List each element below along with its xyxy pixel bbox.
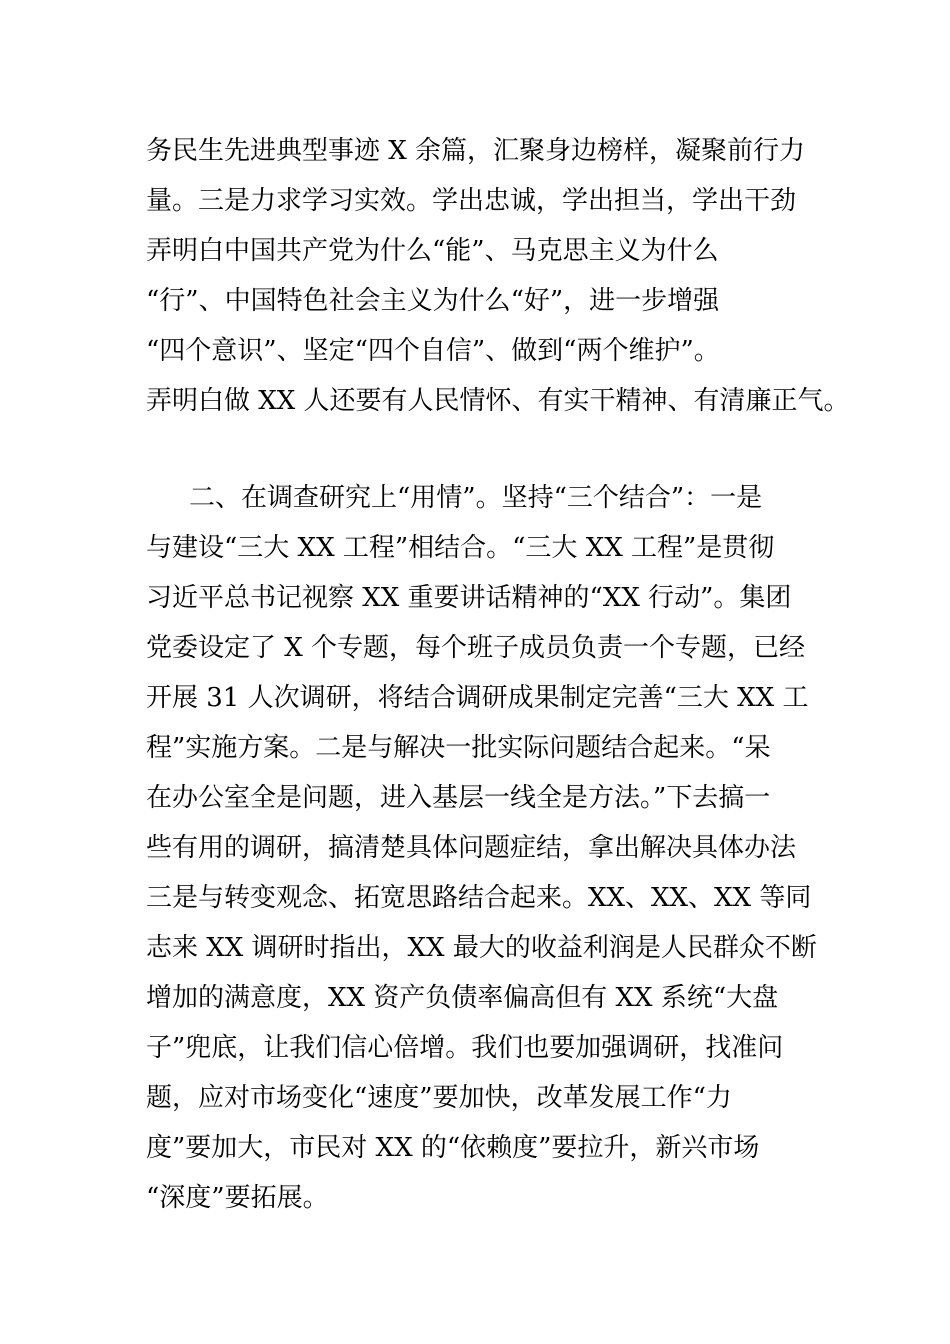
- paragraph-1-line-4: “行”、中国特色社会主义为什么“好”，进一步增强: [146, 286, 720, 316]
- paragraph-2-line-6: 程”实施方案。二是与解决一批实际问题结合起来。“呆: [146, 733, 771, 763]
- paragraph-2-line-1: 二、在调查研究上“用情”。坚持“三个结合”：一是: [189, 483, 763, 513]
- paragraph-2-line-15: “深度”要拓展。: [146, 1183, 329, 1213]
- paragraph-2-line-4: 党委设定了 X 个专题，每个班子成员负责一个专题，已经: [146, 633, 806, 663]
- paragraph-1-line-5: “四个意识”、坚定“四个自信”、做到“两个维护”。: [146, 336, 720, 366]
- paragraph-2-line-11: 增加的满意度，XX 资产负债率偏高但有 XX 系统“大盘: [146, 983, 779, 1013]
- paragraph-1-line-1: 务民生先进典型事迹 X 余篇，汇聚身边榜样，凝聚前行力: [146, 136, 806, 166]
- paragraph-2-line-5: 开展 31 人次调研，将结合调研成果制定完善“三大 XX 工: [146, 683, 809, 713]
- paragraph-2-line-12: 子”兜底，让我们信心倍增。我们也要加强调研，找准问: [146, 1033, 784, 1063]
- paragraph-2-line-3: 习近平总书记视察 XX 重要讲话精神的“XX 行动”。集团: [146, 583, 792, 613]
- paragraph-1-line-2: 量。三是力求学习实效。学出忠诚，学出担当，学出干劲: [146, 186, 797, 216]
- paragraph-2-line-13: 题，应对市场变化“速度”要加快，改革发展工作“力: [146, 1083, 732, 1113]
- paragraph-1-line-3: 弄明白中国共产党为什么“能”、马克思主义为什么: [146, 236, 719, 266]
- paragraph-2-line-2: 与建设“三大 XX 工程”相结合。“三大 XX 工程”是贯彻: [146, 533, 775, 563]
- paragraph-2-line-14: 度”要加大，市民对 XX 的“依赖度”要拉升，新兴市场: [146, 1133, 760, 1163]
- paragraph-2-line-10: 志来 XX 调研时指出，XX 最大的收益利润是人民群众不断: [146, 933, 817, 963]
- paragraph-2-line-7: 在办公室全是问题，进入基层一线全是方法。”下去搞一: [146, 783, 771, 813]
- paragraph-1-line-6: 弄明白做 XX 人还要有人民情怀、有实干精神、有清廉正气。: [146, 386, 850, 416]
- paragraph-2-line-8: 些有用的调研，搞清楚具体问题症结，拿出解决具体办法: [146, 833, 797, 863]
- paragraph-2-line-9: 三是与转变观念、拓宽思路结合起来。XX、XX、XX 等同: [146, 883, 812, 913]
